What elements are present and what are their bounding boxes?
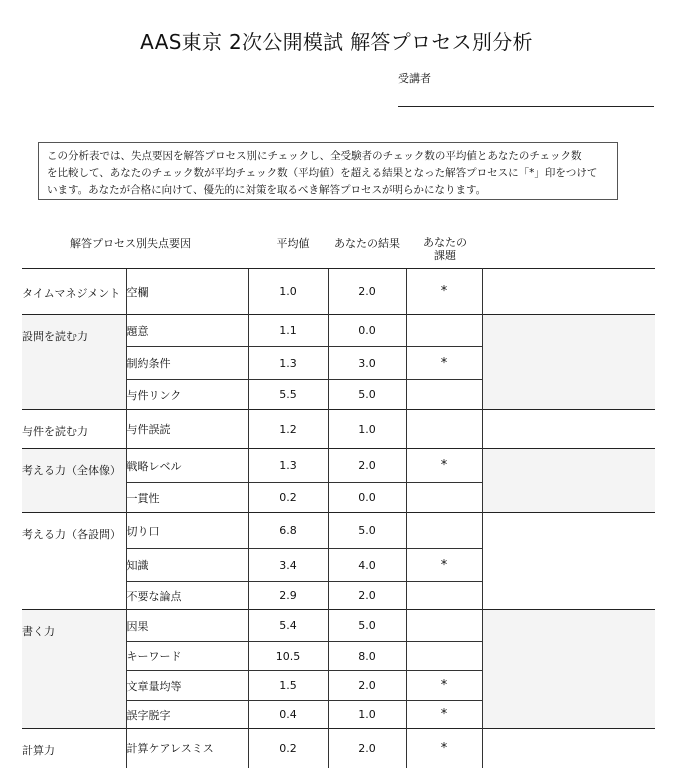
table-row [22,610,655,642]
factor-label: 不要な論点 [126,582,248,610]
issue-mark: * [406,671,482,701]
average-value: 1.5 [248,671,328,701]
issue-mark [406,582,482,610]
header-average: 平均値 [276,237,310,250]
category-label: 書く力 [22,610,126,729]
factor-label: 計算ケアレスミス [126,729,248,768]
issue-mark [406,483,482,513]
average-value: 5.4 [248,610,328,642]
header-factor: 解答プロセス別失点要因 [70,237,191,250]
your-result-value: 2.0 [328,582,406,610]
factor-label: 文章量均等 [126,671,248,701]
analysis-table-body [22,269,655,768]
factor-label: 制約条件 [126,347,248,380]
header-issue-line1: あなたの [423,236,467,249]
your-result-value: 5.0 [328,513,406,549]
category-label: 考える力（全体像） [22,449,126,513]
issue-mark: * [406,701,482,729]
analysis-table [22,268,655,768]
description-line: この分析表では、失点要因を解答プロセス別にチェックし、全受験者のチェック数の平均値とあなたのチェック数 [47,150,582,162]
table-row [22,410,655,449]
average-value: 2.9 [248,582,328,610]
page-title: AAS東京 2次公開模試 解答プロセス別分析 [140,30,533,54]
issue-mark [406,513,482,549]
your-result-value: 1.0 [328,410,406,449]
examinee-label: 受講者 [398,72,431,85]
your-result-value: 3.0 [328,347,406,380]
table-row [22,513,655,549]
issue-mark: * [406,269,482,315]
factor-label: 与件リンク [126,380,248,410]
your-result-value: 5.0 [328,610,406,642]
average-value: 0.2 [248,729,328,768]
your-result-value: 2.0 [328,671,406,701]
category-label: 設問を読む力 [22,315,126,410]
category-label: タイムマネジメント [22,269,126,315]
factor-label: 知識 [126,549,248,582]
your-result-value: 4.0 [328,549,406,582]
your-result-value: 0.0 [328,483,406,513]
description-line: を比較して、あなたのチェック数が平均チェック数（平均値）を超える結果となった解答プロセスに「*」印をつけて [47,167,598,179]
header-issue-line2: 課題 [434,249,456,262]
your-result-value: 2.0 [328,269,406,315]
issue-mark: * [406,729,482,768]
average-value: 0.2 [248,483,328,513]
examinee-name-line [398,106,654,107]
issue-mark [406,410,482,449]
category-label: 与件を読む力 [22,410,126,449]
average-value: 5.5 [248,380,328,410]
blank-area [482,315,655,410]
factor-label: 一貫性 [126,483,248,513]
blank-area [482,269,655,315]
average-value: 0.4 [248,701,328,729]
average-value: 10.5 [248,642,328,671]
issue-mark [406,380,482,410]
issue-mark: * [406,449,482,483]
header-your-result: あなたの結果 [334,237,400,250]
issue-mark [406,642,482,671]
average-value: 1.0 [248,269,328,315]
factor-label: 切り口 [126,513,248,549]
blank-area [482,729,655,768]
table-row [22,269,655,315]
table-row [22,729,655,768]
factor-label: 題意 [126,315,248,347]
your-result-value: 1.0 [328,701,406,729]
issue-mark: * [406,549,482,582]
blank-area [482,610,655,729]
blank-area [482,449,655,513]
header-your-issue [407,236,483,262]
category-label: 計算力 [22,729,126,768]
table-row [22,315,655,347]
issue-mark [406,610,482,642]
your-result-value: 2.0 [328,449,406,483]
factor-label: 戦略レベル [126,449,248,483]
average-value: 1.3 [248,347,328,380]
your-result-value: 5.0 [328,380,406,410]
your-result-value: 0.0 [328,315,406,347]
your-result-value: 2.0 [328,729,406,768]
average-value: 3.4 [248,549,328,582]
issue-mark: * [406,347,482,380]
blank-area [482,513,655,610]
average-value: 1.2 [248,410,328,449]
average-value: 1.1 [248,315,328,347]
factor-label: 空欄 [126,269,248,315]
average-value: 1.3 [248,449,328,483]
factor-label: キーワード [126,642,248,671]
factor-label: 誤字脱字 [126,701,248,729]
factor-label: 因果 [126,610,248,642]
description-box [38,142,618,200]
description-line: います。あなたが合格に向けて、優先的に対策を取るべき解答プロセスが明らかになります。 [47,184,487,196]
category-label: 考える力（各設問） [22,513,126,610]
average-value: 6.8 [248,513,328,549]
blank-area [482,410,655,449]
your-result-value: 8.0 [328,642,406,671]
factor-label: 与件誤読 [126,410,248,449]
table-row [22,449,655,483]
issue-mark [406,315,482,347]
